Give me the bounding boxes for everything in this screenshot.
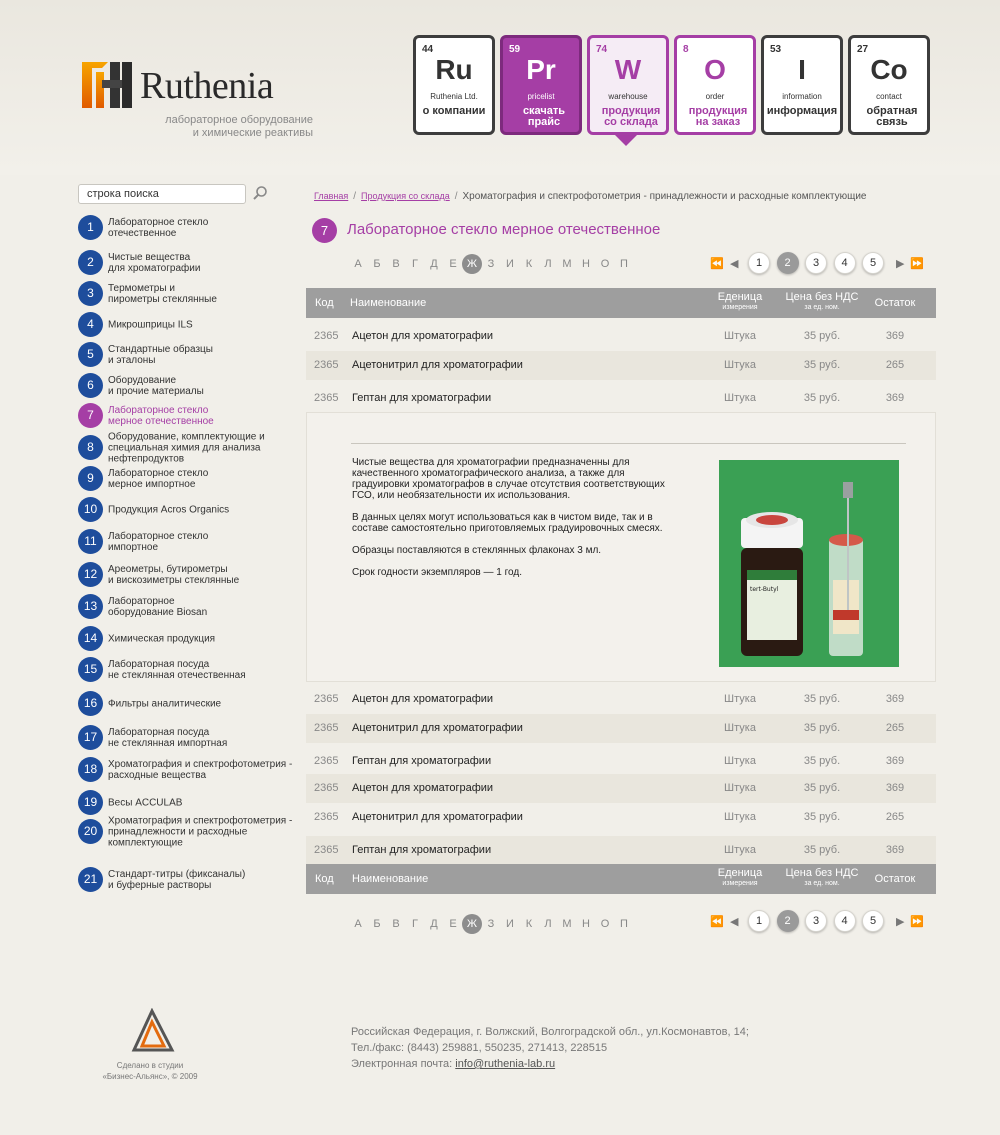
cell-code: 2365	[314, 330, 339, 342]
tagline: лабораторное оборудование и химические реактивы	[165, 114, 313, 139]
title-number-badge: 7	[312, 218, 337, 243]
alphabet-letter[interactable]: З	[487, 258, 495, 270]
table-row[interactable]	[306, 836, 936, 865]
table-row[interactable]	[306, 747, 936, 776]
cell-price: 35 руб.	[803, 844, 841, 856]
sidebar-item-3[interactable]	[78, 281, 298, 307]
sidebar-item-label: Хроматография и спектрофотометрия - расходные вещества	[108, 759, 293, 781]
page-4-button[interactable]: 4	[834, 252, 856, 274]
alphabet-letter[interactable]: Б	[373, 258, 381, 270]
cell-name: Гептан для хроматографии	[352, 844, 492, 856]
sidebar-item-5[interactable]	[78, 342, 298, 368]
sidebar-item-number: 16	[78, 691, 103, 716]
sidebar-item-number: 12	[78, 562, 103, 587]
cell-code: 2365	[314, 811, 339, 823]
alphabet-letter[interactable]: М	[562, 258, 572, 270]
nav-tile-order[interactable]: 8 O order продукция на заказ	[674, 35, 756, 135]
sidebar-item-label: Продукция Acros Organics	[108, 504, 230, 516]
cell-code: 2365	[314, 722, 339, 734]
alphabet-letter[interactable]: З	[487, 918, 495, 930]
alphabet-letter[interactable]: К	[525, 918, 533, 930]
alphabet-letter[interactable]: В	[392, 918, 400, 930]
cell-unit: Штука	[724, 693, 756, 705]
last-page-icon[interactable]: ⏩	[910, 916, 924, 928]
sidebar-item-label: Чистые вещества для хроматографии	[108, 252, 201, 274]
footer-email-line: Электронная почта: info@ruthenia-lab.ru	[351, 1058, 556, 1070]
sidebar-item-number: 1	[78, 215, 103, 240]
vials-photo-icon	[719, 460, 899, 667]
table-row[interactable]	[306, 685, 936, 714]
table-row[interactable]	[306, 384, 936, 413]
sidebar-item-label: Лабораторное стекло мерное импортное	[108, 468, 209, 490]
logo-mark-icon	[78, 58, 134, 112]
first-page-icon[interactable]: ⏪	[710, 916, 724, 928]
page-title: Лабораторное стекло мерное отечественное	[347, 221, 661, 238]
sidebar-item-number: 21	[78, 867, 103, 892]
product-description: Чистые вещества для хроматографии предназначенны для качественного хроматографического анализа, а также для градуировки хроматографов в случае отсутствия соответствующих ГСО, или необязательности их использования. В данных целях могут использоваться как в чистом виде, так и в составе самостоятельно приготовляемых градуировочных смесях. Образцы поставляются в стеклянных флаконах 3 мл. Срок годности экземпляров — 1 год.	[352, 457, 665, 578]
sidebar-item-12[interactable]	[78, 562, 298, 588]
detail-divider	[351, 443, 906, 444]
sidebar-item-label: Химическая продукция	[108, 633, 216, 645]
cell-stock: 369	[885, 693, 905, 705]
cell-name: Ацетонитрил для хроматографии	[352, 722, 523, 734]
table-header-top: Код Наименование Еденица измерения Цена без НДС за ед. ном. Остаток	[306, 288, 936, 318]
cell-unit: Штука	[724, 359, 756, 371]
sidebar-item-number: 8	[78, 435, 103, 460]
alphabet-letter[interactable]: А	[354, 918, 362, 930]
alphabet-letter[interactable]: Н	[582, 918, 590, 930]
cell-code: 2365	[314, 844, 339, 856]
cell-stock: 265	[885, 722, 905, 734]
cell-price: 35 руб.	[803, 392, 841, 404]
page-4-button[interactable]: 4	[834, 910, 856, 932]
table-row[interactable]	[306, 803, 936, 832]
svg-text:tert-Butyl: tert-Butyl	[750, 586, 779, 593]
cell-unit: Штука	[724, 844, 756, 856]
cell-name: Ацетон для хроматографии	[352, 782, 494, 794]
next-page-icon[interactable]: ▶	[896, 258, 905, 270]
cell-price: 35 руб.	[803, 722, 841, 734]
sidebar-item-number: 11	[78, 529, 103, 554]
sidebar-item-label: Лабораторное стекло импортное	[108, 531, 209, 553]
sidebar-item-label: Оборудование, комплектующие и специальная химия для анализа нефтепродуктов	[108, 431, 265, 465]
cell-code: 2365	[314, 392, 339, 404]
nav-tile-information[interactable]: 53 I information информация	[761, 35, 843, 135]
sidebar-item-label: Стандарт-титры (фиксаналы) и буферные растворы	[108, 869, 246, 891]
page-2-button[interactable]: 2	[777, 252, 799, 274]
sidebar-item-label: Лабораторное стекло отечественное	[108, 217, 209, 239]
cell-stock: 369	[885, 755, 905, 767]
cell-stock: 265	[885, 811, 905, 823]
table-row[interactable]	[306, 322, 936, 351]
sidebar-item-20[interactable]	[78, 815, 298, 849]
page-2-button[interactable]: 2	[777, 910, 799, 932]
sidebar-item-number: 18	[78, 757, 103, 782]
alphabet-letter[interactable]: Н	[582, 258, 590, 270]
sidebar-item-number: 7	[78, 403, 103, 428]
alphabet-letter[interactable]: Г	[412, 258, 418, 270]
sidebar-item-6[interactable]	[78, 373, 298, 399]
alphabet-letter[interactable]: И	[506, 258, 514, 270]
sidebar-item-17[interactable]	[78, 725, 298, 751]
site-logo[interactable]	[78, 58, 318, 138]
cell-code: 2365	[314, 755, 339, 767]
sidebar-item-label: Лабораторное оборудование Biosan	[108, 596, 208, 618]
sidebar-item-1[interactable]	[78, 215, 298, 241]
sidebar-item-number: 20	[78, 819, 103, 844]
sidebar-item-label: Фильтры аналитические	[108, 698, 222, 710]
studio-credit: Сделано в студии «Бизнес-Альянс», © 2009	[102, 1061, 198, 1081]
page-1-button[interactable]: 1	[748, 910, 770, 932]
cell-code: 2365	[314, 782, 339, 794]
sidebar-item-number: 6	[78, 373, 103, 398]
sidebar-item-21[interactable]	[78, 867, 298, 893]
cell-name: Ацетон для хроматографии	[352, 693, 494, 705]
sidebar-item-number: 14	[78, 626, 103, 651]
cell-price: 35 руб.	[803, 782, 841, 794]
page-3-button[interactable]: 3	[805, 910, 827, 932]
first-page-icon[interactable]: ⏪	[710, 258, 724, 270]
sidebar-item-13[interactable]	[78, 594, 298, 620]
alphabet-letter[interactable]: Б	[373, 918, 381, 930]
active-nav-arrow-icon	[615, 135, 637, 146]
cell-name: Ацетонитрил для хроматографии	[352, 811, 523, 823]
prev-page-icon[interactable]: ◀	[730, 258, 739, 270]
alphabet-letter[interactable]: М	[562, 918, 572, 930]
cell-unit: Штука	[724, 392, 756, 404]
alphabet-letter[interactable]: Л	[544, 258, 552, 270]
sidebar-item-label: Хроматография и спектрофотометрия - принадлежности и расходные комплектующие	[108, 815, 293, 849]
studio-logo-icon[interactable]	[130, 1008, 176, 1054]
sidebar-item-9[interactable]	[78, 466, 298, 492]
cell-stock: 265	[885, 359, 905, 371]
cell-code: 2365	[314, 693, 339, 705]
sidebar-item-label: Оборудование и прочие материалы	[108, 375, 204, 397]
cell-price: 35 руб.	[803, 359, 841, 371]
alphabet-letter[interactable]: К	[525, 258, 533, 270]
cell-name: Ацетонитрил для хроматографии	[352, 359, 523, 371]
footer-contacts	[351, 1024, 749, 1072]
last-page-icon[interactable]: ⏩	[910, 258, 924, 270]
cell-unit: Штука	[724, 811, 756, 823]
sidebar-item-label: Лабораторное стекло мерное отечественное	[108, 405, 214, 427]
sidebar-item-number: 5	[78, 342, 103, 367]
cell-code: 2365	[314, 359, 339, 371]
next-page-icon[interactable]: ▶	[896, 916, 905, 928]
alphabet-letter[interactable]: О	[600, 918, 610, 930]
nav-tile-warehouse[interactable]: 74 W warehouse продукция со склада	[587, 35, 669, 135]
sidebar-item-number: 2	[78, 250, 103, 275]
cell-unit: Штука	[724, 782, 756, 794]
sidebar-item-label: Стандартные образцы и эталоны	[108, 344, 213, 366]
cell-name: Гептан для хроматографии	[352, 392, 492, 404]
nav-tile-contact[interactable]: 27 Co contact обратная связь	[848, 35, 930, 135]
sidebar-item-label: Термометры и пирометры стеклянные	[108, 283, 217, 305]
alphabet-letter[interactable]: Ж	[462, 254, 482, 274]
cell-price: 35 руб.	[803, 811, 841, 823]
sidebar-item-label: Лабораторная посуда не стеклянная отечественная	[108, 659, 246, 681]
sidebar-item-number: 19	[78, 790, 103, 815]
sidebar-item-7[interactable]	[78, 403, 298, 429]
sidebar-item-number: 9	[78, 466, 103, 491]
footer-phones: Тел./факс: (8443) 259881, 550235, 271413, 228515	[351, 1042, 608, 1054]
cell-price: 35 руб.	[803, 693, 841, 705]
cell-price: 35 руб.	[803, 330, 841, 342]
sidebar-item-number: 4	[78, 312, 103, 337]
breadcrumb-home-link[interactable]: Главная	[314, 191, 349, 201]
sidebar-item-19[interactable]	[78, 790, 298, 816]
alphabet-letter[interactable]: П	[620, 258, 628, 270]
sidebar-item-label: Лабораторная посуда не стеклянная импортная	[108, 727, 228, 749]
alphabet-letter[interactable]: Ж	[462, 914, 482, 934]
sidebar-item-number: 13	[78, 594, 103, 619]
sidebar-item-15[interactable]	[78, 657, 298, 683]
sidebar-item-number: 17	[78, 725, 103, 750]
page-3-button[interactable]: 3	[805, 252, 827, 274]
sidebar-item-11[interactable]	[78, 529, 298, 555]
footer-address: Российская Федерация, г. Волжский, Волгоградской обл., ул.Космонавтов, 14;	[351, 1026, 749, 1038]
sidebar-item-number: 15	[78, 657, 103, 682]
search-input[interactable]	[78, 184, 246, 204]
alphabet-letter[interactable]: Л	[544, 918, 552, 930]
sidebar-item-16[interactable]	[78, 691, 298, 717]
alphabet-letter[interactable]: Е	[449, 918, 457, 930]
prev-page-icon[interactable]: ◀	[730, 916, 739, 928]
pagination-bottom	[710, 910, 930, 932]
breadcrumb-current: Хроматография и спектрофотометрия - принадлежности и расходные комплектующие	[462, 191, 867, 202]
sidebar-item-18[interactable]	[78, 757, 298, 783]
cell-stock: 369	[885, 844, 905, 856]
sidebar-item-2[interactable]	[78, 250, 298, 276]
sidebar-item-4[interactable]	[78, 312, 298, 338]
sidebar-item-label: Ареометры, бутирометры и вискозиметры стеклянные	[108, 564, 240, 586]
alphabet-letter[interactable]: Д	[430, 918, 438, 930]
cell-price: 35 руб.	[803, 755, 841, 767]
breadcrumb: Главная / Продукция со склада / Хроматография и спектрофотометрия - принадлежности и расходные комплектующие	[314, 191, 867, 202]
cell-name: Ацетон для хроматографии	[352, 330, 494, 342]
magnifier-icon[interactable]	[252, 185, 268, 201]
table-row[interactable]	[306, 351, 936, 380]
product-detail-panel	[306, 412, 936, 682]
cell-stock: 369	[885, 782, 905, 794]
page-5-button[interactable]: 5	[862, 252, 884, 274]
cell-unit: Штука	[724, 755, 756, 767]
cell-unit: Штука	[724, 722, 756, 734]
alphabet-letter[interactable]: А	[354, 258, 362, 270]
alphabet-letter[interactable]: В	[392, 258, 400, 270]
footer-email-link[interactable]: info@ruthenia-lab.ru	[455, 1058, 556, 1070]
table-row[interactable]	[306, 774, 936, 803]
sidebar-item-number: 3	[78, 281, 103, 306]
sidebar-item-14[interactable]	[78, 626, 298, 652]
alphabet-letter[interactable]: И	[506, 918, 514, 930]
nav-tile-pricelist[interactable]: 59 Pr pricelist скачать прайс	[500, 35, 582, 135]
brand-name: Ruthenia	[140, 65, 274, 107]
breadcrumb-section-link[interactable]: Продукция со склада	[361, 191, 450, 201]
sidebar-item-label: Весы ACCULAB	[108, 797, 183, 809]
nav-tile-company[interactable]: 44 Ru Ruthenia Ltd. о компании	[413, 35, 495, 135]
cell-stock: 369	[885, 392, 905, 404]
page-1-button[interactable]: 1	[748, 252, 770, 274]
sidebar-item-8[interactable]	[78, 431, 298, 465]
alphabet-letter[interactable]: П	[620, 918, 628, 930]
sidebar-item-number: 10	[78, 497, 103, 522]
product-photo[interactable]	[719, 460, 899, 667]
pagination-top	[710, 252, 930, 274]
table-header-bottom: Код Наименование Еденица измерения Цена без НДС за ед. ном. Остаток	[306, 864, 936, 894]
sidebar-item-label: Микрошприцы ILS	[108, 319, 193, 331]
cell-stock: 369	[885, 330, 905, 342]
cell-unit: Штука	[724, 330, 756, 342]
alphabet-letter[interactable]: О	[600, 258, 610, 270]
alphabet-letter[interactable]: Г	[412, 918, 418, 930]
sidebar-item-10[interactable]	[78, 497, 298, 523]
page-5-button[interactable]: 5	[862, 910, 884, 932]
table-row[interactable]	[306, 714, 936, 743]
alphabet-letter[interactable]: Д	[430, 258, 438, 270]
cell-name: Гептан для хроматографии	[352, 755, 492, 767]
alphabet-letter[interactable]: Е	[449, 258, 457, 270]
